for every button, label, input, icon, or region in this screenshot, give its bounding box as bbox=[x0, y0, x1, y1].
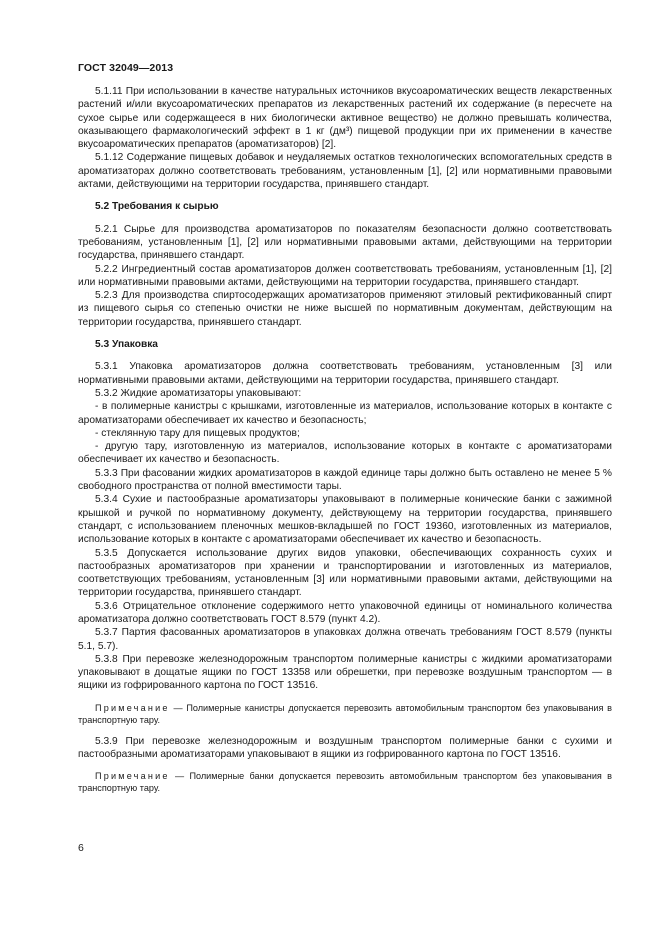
paragraph-5-2-1: 5.2.1 Сырье для производства ароматизаторов по показателям безопасности должно соответствовать требованиям, установленным [1], [2] или нормативными правовыми актами, действующими на территории государства, принявшего стандарт. bbox=[78, 223, 612, 262]
paragraph-5-3-5: 5.3.5 Допускается использование других видов упаковки, обеспечивающих сохранность сухих и пастообразных ароматизаторов при хранении и транспортировании и изготовленных из материалов, соответствующих требованиям, установленным [3] или нормативными правовыми актами, действующими на территории государства, принявшего стандарт. bbox=[78, 547, 612, 599]
list-item-other: - другую тару, изготовленную из материалов, использование которых в контакте с ароматизаторами обеспечивает их качество и безопасность. bbox=[78, 441, 612, 466]
section-heading-5-3: 5.3 Упаковка bbox=[95, 339, 158, 351]
list-item-canisters: - в полимерные канистры с крышками, изготовленные из материалов, использование которых в контакте с ароматизаторами обеспечивает их качество и безопасность; bbox=[78, 401, 612, 426]
section-heading-5-2: 5.2 Требования к сырью bbox=[95, 201, 219, 213]
note-1 bbox=[78, 702, 612, 726]
paragraph-5-3-3: 5.3.3 При фасовании жидких ароматизаторов в каждой единице тары должно быть оставлено не менее 5 % свободного пространства от полной вместимости тары. bbox=[78, 467, 612, 493]
paragraph-5-1-12: 5.1.12 Содержание пищевых добавок и неудаляемых остатков технологических вспомогательных средств в ароматизаторах должно соответствовать требованиям, установленным [1], [2] или нормативными правовыми актами, действующими на территории государства, принявшего стандарт. bbox=[78, 152, 612, 191]
paragraph-5-3-6: 5.3.6 Отрицательное отклонение содержимого нетто упаковочной единицы от номинального количества ароматизатора должно соответствовать ГОСТ 8.579 (пункт 4.2). bbox=[78, 600, 612, 625]
paragraph-5-3-7: 5.3.7 Партия фасованных ароматизаторов в упаковках должна отвечать требованиям ГОСТ 8.579 (пункты 5.1, 5.7). bbox=[78, 627, 612, 652]
note-2-label: Примечание bbox=[95, 771, 170, 782]
note-1-text: — Полимерные канистры допускается перевозить автомобильным транспортом без упаковывания в транспортную тару. bbox=[78, 702, 613, 725]
document-body bbox=[78, 85, 612, 803]
paragraph-5-2-2: 5.2.2 Ингредиентный состав ароматизаторов должен соответствовать требованиям, установленным [1], [2] или нормативными правовыми актами, действующими на территории государства, принявшего стандарт. bbox=[78, 263, 612, 288]
paragraph-5-3-9: 5.3.9 При перевозке железнодорожным и воздушным транспортом полимерные банки с сухими и пастообразными ароматизаторами упаковывают в ящики из гофрированного картона по ГОСТ 13516. bbox=[78, 735, 612, 761]
paragraph-5-2-3: 5.2.3 Для производства спиртосодержащих ароматизаторов применяют этиловый ректификованный спирт из пищевого сырья со степенью очистки не ниже высшей по нормативным документам, действующим на территории государства, принявшего стандарт. bbox=[78, 290, 612, 328]
note-2-text: — Полимерные банки допускается перевозить автомобильным транспортом без упаковывания в транспортную тару. bbox=[78, 771, 612, 794]
paragraph-5-3-4: 5.3.4 Сухие и пастообразные ароматизаторы упаковывают в полимерные конические банки с зажимной крышкой и ручкой по нормативному документу, действующему на территории государства, принявшего стандарт, с использованием пленочных мешков-вкладышей по ГОСТ 19360, изготовленных из материалов, использование которых в контакте с ароматизаторами обеспечивает их качество и безопасность. bbox=[78, 494, 612, 546]
page-number: 6 bbox=[78, 842, 84, 854]
paragraph-5-1-11: 5.1.11 При использовании в качестве натуральных источников вкусоароматических веществ лекарственных растений и/или вкусоароматических препаратов из лекарственных растений их содержание (в пересчете на сухое сырье или содержащееся в них биологически активное вещество) не должно превышать количества, оказывающего фармакологический эффект в 1 кг (дм³) пищевой продукции при их применении в качестве вкусоароматических препаратов (ароматизаторов) [2]. bbox=[78, 86, 612, 151]
document-header-title: ГОСТ 32049—2013 bbox=[78, 62, 174, 74]
list-item-glass: - стеклянную тару для пищевых продуктов; bbox=[95, 427, 300, 439]
note-1-label: Примечание bbox=[95, 702, 170, 713]
paragraph-5-3-8: 5.3.8 При перевозке железнодорожным транспортом полимерные канистры с жидкими ароматизаторами упаковывают в дощатые ящики по ГОСТ 13358 или обрешетки, при перевозке воздушным транспортом — в ящики из гофрированного картона по ГОСТ 13516. bbox=[78, 653, 612, 692]
paragraph-5-3-1: 5.3.1 Упаковка ароматизаторов должна соответствовать требованиям, установленным [3] или нормативными правовыми актами, действующими на территории государства, принявшего стандарт. bbox=[78, 361, 612, 386]
paragraph-5-3-2: 5.3.2 Жидкие ароматизаторы упаковывают: bbox=[95, 387, 302, 399]
note-2 bbox=[78, 770, 612, 794]
